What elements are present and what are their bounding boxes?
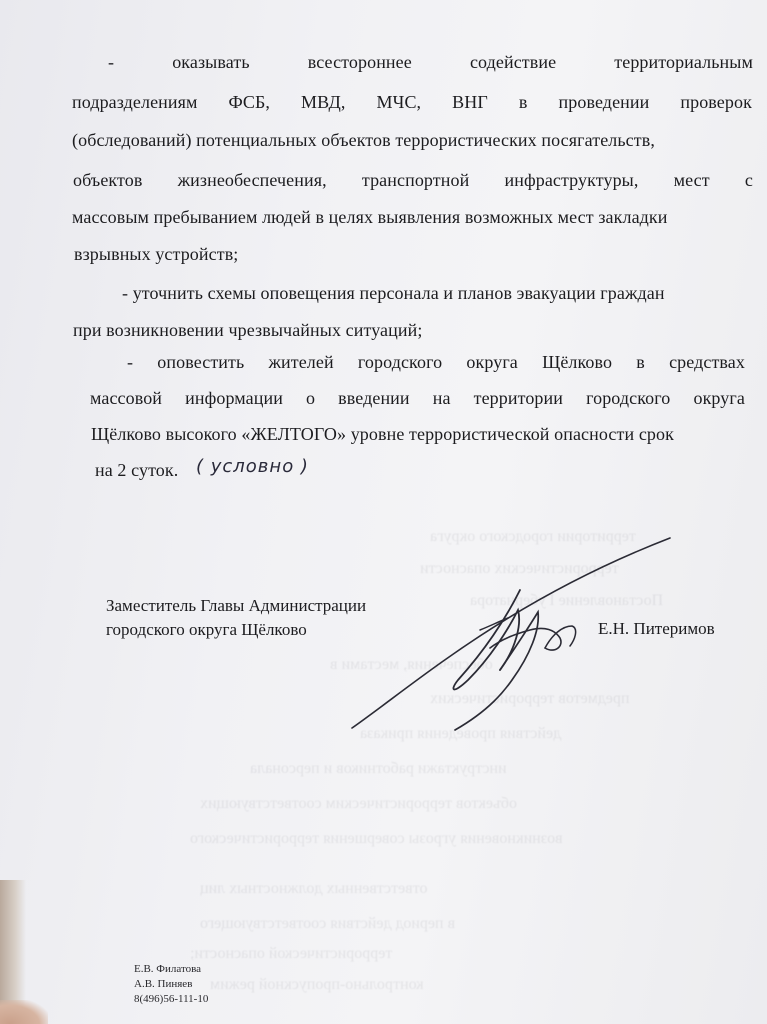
word: МЧС, [376, 92, 422, 112]
word: ВНГ [452, 92, 488, 112]
signatory-position [106, 594, 366, 642]
bleed-through-text: территории городского округа [430, 528, 636, 545]
signatory-name: Е.Н. Питеримов [598, 619, 715, 638]
executor-name: А.В. Пиняев [134, 978, 193, 990]
word: округа [466, 352, 518, 372]
bleed-through-text: действия проведения приказа [360, 725, 562, 742]
finger-edge [0, 1000, 48, 1024]
handwritten-note: ( условно ) [196, 456, 309, 477]
word: транспортной [361, 170, 470, 190]
paragraph1-line6: взрывных устройств; [74, 244, 239, 264]
bleed-through-text: обеспечения, местами в [330, 656, 493, 673]
word: ФСБ, [228, 92, 270, 112]
word: - [127, 352, 134, 372]
paragraph3-line4: на 2 суток. [95, 460, 179, 480]
word: всестороннее [307, 52, 412, 72]
word: Щёлково [542, 352, 613, 372]
word: подразделениям [72, 92, 198, 112]
word: оказывать [172, 52, 250, 72]
bleed-through-text: в период действия соответствующего [200, 915, 456, 932]
bleed-through-text: инструктажи работников и персонала [250, 760, 507, 777]
handwritten-signature [340, 530, 680, 740]
bleed-through-text: возникновения угрозы совершения террористического [190, 830, 563, 847]
word: в [518, 92, 528, 112]
word: в [636, 352, 645, 372]
word: средствах [669, 352, 745, 372]
word: проведении [558, 92, 650, 112]
bleed-through-text: контрольно-пропускной режим [210, 976, 424, 993]
word: городского [586, 388, 671, 408]
word: с [744, 170, 753, 190]
bleed-through-text: ответственных должностных лиц [200, 880, 428, 897]
word: округа [693, 388, 745, 408]
paragraph1-line2 [72, 92, 752, 113]
word: объектов [73, 170, 143, 190]
word: оповестить [157, 352, 245, 372]
word: мест [673, 170, 710, 190]
word: массовой [90, 388, 163, 408]
word: МВД, [301, 92, 346, 112]
paragraph2-line1: - уточнить схемы оповещения персонала и планов эвакуации граждан [122, 283, 665, 303]
paragraph1-line1 [108, 52, 753, 73]
bleed-through-text: Постановление Губернатора [470, 592, 664, 609]
word: территориальным [614, 52, 753, 72]
executors-block [134, 962, 208, 1007]
position-line2: городского округа Щёлково [106, 620, 307, 639]
word: информации [185, 388, 283, 408]
word: введении [338, 388, 410, 408]
executor-phone: 8(496)56-111-10 [134, 993, 209, 1005]
word: жизнеобеспечения, [177, 170, 327, 190]
bleed-through-text: террористических опасности [420, 560, 619, 577]
word: жителей [268, 352, 334, 372]
paragraph3-line1 [127, 352, 745, 373]
word: территории [473, 388, 563, 408]
paragraph1-line3: (обследований) потенциальных объектов террористических посягательств, [72, 130, 655, 150]
paragraph1-line5: массовым пребыванием людей в целях выявления возможных мест закладки [72, 207, 668, 227]
paragraph2-line2: при возникновении чрезвычайных ситуаций; [73, 320, 423, 340]
word: инфраструктуры, [504, 170, 639, 190]
paragraph3-line2 [90, 388, 745, 409]
word: городского [357, 352, 443, 372]
bleed-through-text: террористической опасности; [190, 945, 393, 962]
word: о [305, 388, 316, 408]
word: содействие [469, 52, 557, 72]
executor-name: Е.В. Филатова [134, 963, 202, 975]
word: проверок [680, 92, 752, 112]
bleed-through-text: предметов террористических [430, 690, 630, 707]
word: на [432, 388, 451, 408]
position-line1: Заместитель Главы Администрации [106, 596, 367, 615]
bleed-through-text: объектов террористическим соответствующих [200, 795, 518, 812]
paragraph1-line4 [73, 170, 753, 191]
paragraph3-line3: Щёлково высокого «ЖЕЛТОГО» уровне террористической опасности срок [91, 424, 674, 444]
word: - [108, 52, 115, 72]
